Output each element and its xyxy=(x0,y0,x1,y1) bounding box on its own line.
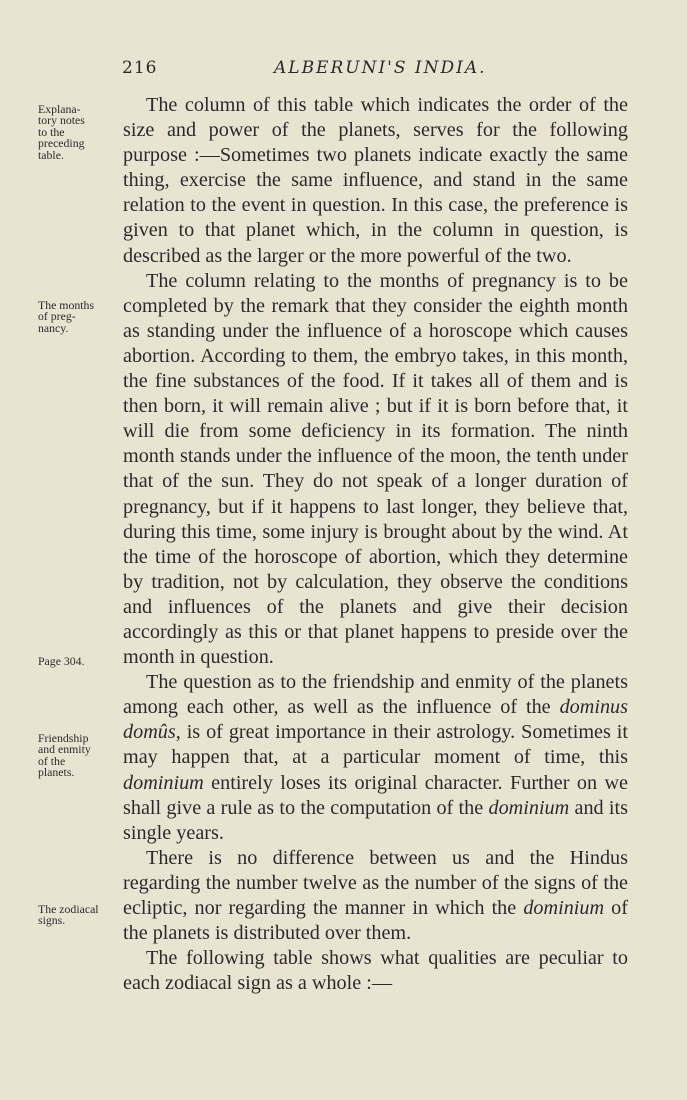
paragraph-planet-order xyxy=(123,93,628,269)
margin-note-text: Friendship and enmity of the planets. xyxy=(38,731,91,780)
paragraph-friendship-enmity xyxy=(123,670,628,846)
running-title: ALBERUNI'S INDIA. xyxy=(274,58,487,78)
text-run: entirely loses its original character. Further on we shall give a rule as to the computation of the xyxy=(123,771,628,819)
paragraph-zodiac-signs xyxy=(123,846,628,946)
margin-note-text: The zodiacal signs. xyxy=(38,902,99,928)
margin-note-zodiac xyxy=(38,904,118,927)
paragraph-pregnancy-months xyxy=(123,269,628,671)
text-run: The column of this table which indicates the order of the size and power of the planets, serves for the following purpose :—Sometimes two planets indicate exactly the same thing, exercise the same influence, and stand in the same relation to the event in question. In this case, the preference is given to that planet which, in the column in question, is described as the larger or the more powerful of the two. xyxy=(123,94,628,267)
latin-term: dominium xyxy=(523,897,605,919)
text-run: There is no difference between us and the Hindus regarding the number twelve as the number of the signs of the ecliptic, nor regarding the manner in which the xyxy=(123,846,628,919)
text-run: The column relating to the months of pregnancy is to be completed by the remark that they consider the eighth month as standing under the influence of a horoscope which causes abortion. According to them, the embryo takes, in this month, the fine substances of the food. If it takes all of them and is then born, it will remain alive ; but if it is born before that, it will die from some deficiency in its formation. The ninth month stands under the influence of the moon, the tenth under that of the sun. They do not speak of a longer duration of pregnancy, but if it happens to last longer, they believe that, during this time, some injury is brought about by the wind. At the time of the horoscope of abortion, which they determine by tradition, not by calculation, they observe the conditions and influences of the planets and give their decision accordingly as this or that planet happens to preside over the month in question. xyxy=(123,269,628,669)
text-run: , is of great importance in their astrology. Sometimes it may happen that, at a particular moment of time, this xyxy=(123,721,628,769)
running-header xyxy=(122,58,512,82)
margin-note-text: The months of preg- nancy. xyxy=(38,298,95,335)
text-run: and its single years. xyxy=(123,796,628,844)
margin-note-friendship xyxy=(38,733,118,779)
body-text xyxy=(123,93,628,996)
paragraph-table-intro xyxy=(123,946,628,996)
margin-note-text: Explana- tory notes to the preceding table. xyxy=(38,102,85,162)
latin-term: dominium xyxy=(123,771,204,794)
margin-note-explanatory xyxy=(38,104,118,161)
latin-term: dominium xyxy=(488,796,570,819)
page-number: 216 xyxy=(122,58,158,78)
margin-note-pregnancy xyxy=(38,300,118,334)
latin-term: dominus domûs xyxy=(123,696,628,744)
margin-note-page-ref xyxy=(38,656,118,667)
text-run: The question as to the friendship and enmity of the planets among each other, as well as the influence of the xyxy=(123,671,628,719)
text-run: of the planets is distributed over them. xyxy=(123,897,628,945)
margin-note-text: Page 304. xyxy=(38,654,85,668)
text-run: The following table shows what qualities are peculiar to each zodiacal sign as a whole :— xyxy=(123,947,628,995)
